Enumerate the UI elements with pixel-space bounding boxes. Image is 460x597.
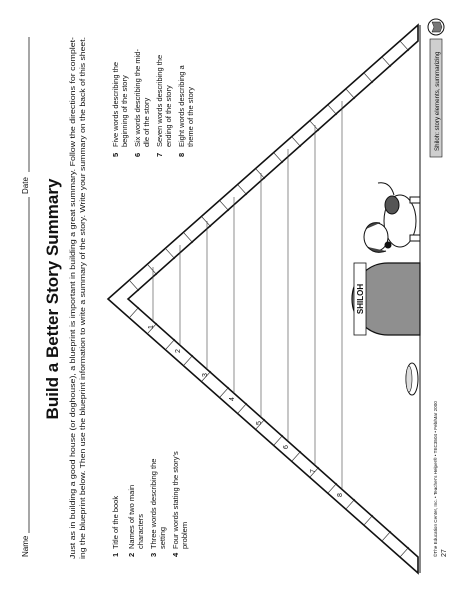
dog-illustration [364,183,420,253]
directions-left [111,451,189,557]
direction-text: Six words describing the mid- [133,49,142,147]
direction-number: 8 [177,152,186,157]
direction-number: 5 [111,152,120,157]
direction-text: Three words describing the [149,458,158,549]
dog-bowl-rim [406,366,412,392]
direction-text: Five words describing the [111,61,120,147]
direction-text: Seven words describing the [155,54,164,147]
date-label: Date [21,177,30,194]
directions-right [111,49,195,157]
blueprint-number: 7 [310,469,317,473]
blueprint-lines [148,101,344,497]
direction-text: characters [136,513,145,549]
copyright-text: ©The Education Center, Inc. • Teacher's Helper® • TEC3504 • Feb/Mar 2000 [433,401,438,557]
direction-text: Four words stating the story's [171,451,180,549]
blueprint-number: 1 [148,325,155,329]
doghouse-sign-text: SHILOH [356,283,365,315]
blueprint-number: 4 [229,397,236,401]
direction-number: 1 [111,552,120,557]
blueprint-number: 2 [175,349,182,353]
direction-number: 4 [171,552,180,557]
direction-text: Eight words describing a [177,65,186,147]
blueprint-number: 6 [283,445,290,449]
direction-number: 2 [127,552,136,557]
direction-text: Names of two main [127,484,136,549]
intro-line-2: ing the blueprint below. Then use the blueprint information to write a summary of the story. Write your summary on the back of this sheet. [78,112,87,559]
doghouse-base [352,25,420,573]
name-label: Name [21,535,30,557]
direction-number: 7 [155,152,164,157]
direction-text: ending of the story [164,85,173,147]
blueprint-number: 3 [202,373,209,377]
page-title: Build a Better Story Summary [43,178,62,420]
direction-text: beginning of the story [120,75,129,147]
intro-line-1: Just as in building a good house (or doghouse), a blueprint is important in building a great summary. Follow the directions for complet- [68,121,77,559]
direction-number: 3 [149,552,158,557]
direction-text: dle of the story [142,97,151,147]
topic-label [428,19,444,157]
topic-text: Shiloh: story elements, summarizing [434,51,441,151]
direction-text: Title of the book [111,495,120,549]
blueprint-number: 5 [256,421,263,425]
direction-text: theme of the story [186,86,195,147]
direction-number: 6 [133,152,142,157]
direction-text: problem [180,521,189,549]
page-number: 27 [441,549,448,557]
blueprint-number: 8 [337,493,344,497]
direction-text: setting [158,526,167,549]
